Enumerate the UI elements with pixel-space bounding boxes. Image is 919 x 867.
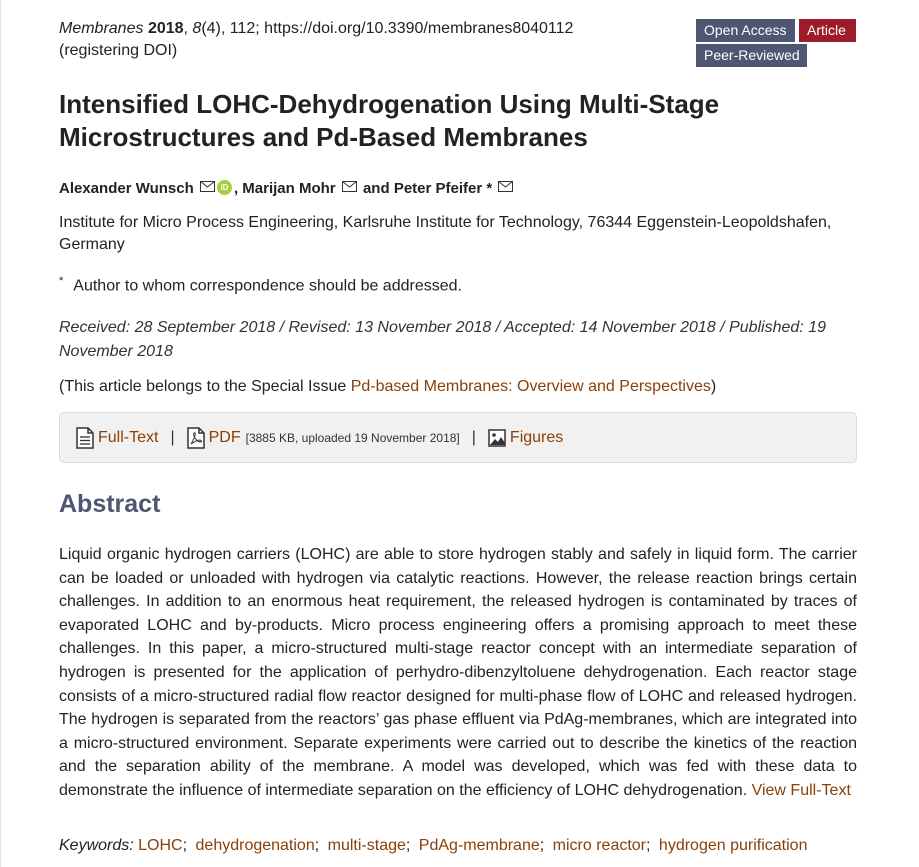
citation-issue-doi: (4), 112; https://doi.org/10.3390/membranes8040112 xyxy=(201,20,574,37)
pdf-icon[interactable] xyxy=(187,427,205,449)
toolbar-separator: | xyxy=(170,428,175,446)
correspondence-mark: * xyxy=(59,275,64,287)
article-title: Intensified LOHC-Dehydrogenation Using Multi-Stage Microstructures and Pd-Based Membranes xyxy=(59,89,720,152)
citation: Membranes 2018, 8(4), 112; https://doi.org/10.3390/membranes8040112 (registering DOI) xyxy=(59,20,574,59)
keywords-label: Keywords: xyxy=(59,837,134,854)
article-type-badge: Article xyxy=(799,19,856,42)
image-icon[interactable] xyxy=(488,427,506,449)
keyword-link[interactable]: dehydrogenation xyxy=(195,837,315,854)
author-name[interactable]: Peter Pfeifer xyxy=(393,180,483,197)
special-issue-link[interactable]: Pd-based Membranes: Overview and Perspectives xyxy=(350,378,711,395)
abstract-body: Liquid organic hydrogen carriers (LOHC) are able to store hydrogen stably and safely in liquid form. The carrier can be loaded or unloaded with hydrogen via catalytic reactions. However, the release reaction brings certain challenges. In addition to an enormous heat requirement, the released hydrogen is contaminated by traces of evaporated LOHC and by-products. Micro process engineering offers a promising approach to meet these challenges. In this paper, a micro-structured multi-stage reactor concept with an intermediate separation of hydrogen is presented for the application of perhydro-dibenzyltoluene dehydrogenation. Each reactor stage consists of a micro-structured radial flow reactor designed for multi-phase flow of LOHC and released hydrogen. The hydrogen is separated from the reactors’ gas phase effluent via PdAg-membranes, which are integrated into a micro-structured environment. Separate experiments were carried out to describe the kinetics of the reaction and the separation ability of the membrane. A model was developed, which was fed with these data to demonstrate the influence of intermediate separation on the efficiency of LOHC dehydrogenation. xyxy=(59,546,857,799)
keyword-link[interactable]: PdAg-membrane xyxy=(418,837,540,854)
abstract-text xyxy=(59,543,857,803)
keyword-link[interactable]: micro reactor xyxy=(552,837,647,854)
correspondence-note xyxy=(59,270,462,297)
abstract-heading: Abstract xyxy=(59,490,161,518)
envelope-icon[interactable] xyxy=(342,176,357,198)
keyword-link[interactable]: LOHC xyxy=(138,837,183,854)
corresponding-star: * xyxy=(486,180,493,197)
pdf-link[interactable]: PDF xyxy=(208,428,241,446)
author-list: Alexander Wunsch iD , Marijan Mohr and Peter Pfeifer * xyxy=(59,176,515,200)
author-joiner: and xyxy=(362,180,390,197)
full-text-link[interactable]: Full-Text xyxy=(98,428,159,446)
special-issue-note xyxy=(59,376,716,398)
citation-note: (registering DOI) xyxy=(59,42,178,59)
envelope-icon[interactable] xyxy=(498,176,513,198)
orcid-icon[interactable]: iD xyxy=(217,180,232,195)
special-issue-suffix: ) xyxy=(710,378,717,395)
figures-link[interactable]: Figures xyxy=(509,428,564,446)
citation-volume: 8 xyxy=(192,20,202,37)
pdf-file-info: [3885 KB, uploaded 19 November 2018] xyxy=(245,430,460,445)
keyword-link[interactable]: multi-stage xyxy=(327,837,406,854)
open-access-badge[interactable]: Open Access xyxy=(696,19,795,42)
view-full-text-link[interactable]: View Full-Text xyxy=(751,781,851,799)
correspondence-text: Author to whom correspondence should be addressed. xyxy=(73,277,462,295)
special-issue-prefix: (This article belongs to the Special Issue xyxy=(59,378,351,395)
peer-reviewed-badge[interactable]: Peer-Reviewed xyxy=(696,44,807,67)
document-icon[interactable] xyxy=(76,427,94,449)
author-name[interactable]: Marijan Mohr xyxy=(242,180,336,197)
citation-journal: Membranes xyxy=(59,20,144,37)
publication-dates: Received: 28 September 2018 / Revised: 13 November 2018 / Accepted: 14 November 2018 / Published: 19 November 2018 xyxy=(59,319,826,360)
citation-year: 2018 xyxy=(147,20,184,37)
affiliation: Institute for Micro Process Engineering, Karlsruhe Institute for Technology, 76344 Eggenstein-Leopoldshafen, Germany xyxy=(59,214,832,253)
article-access-toolbar xyxy=(59,412,857,463)
envelope-icon[interactable] xyxy=(200,176,215,198)
keyword-link[interactable]: hydrogen purification xyxy=(658,837,808,854)
author-name[interactable]: Alexander Wunsch xyxy=(59,180,194,197)
toolbar-separator: | xyxy=(471,428,476,446)
keywords: Keywords: LOHC; dehydrogenation; multi-stage; PdAg-membrane; micro reactor; hydrogen purification xyxy=(59,837,808,854)
